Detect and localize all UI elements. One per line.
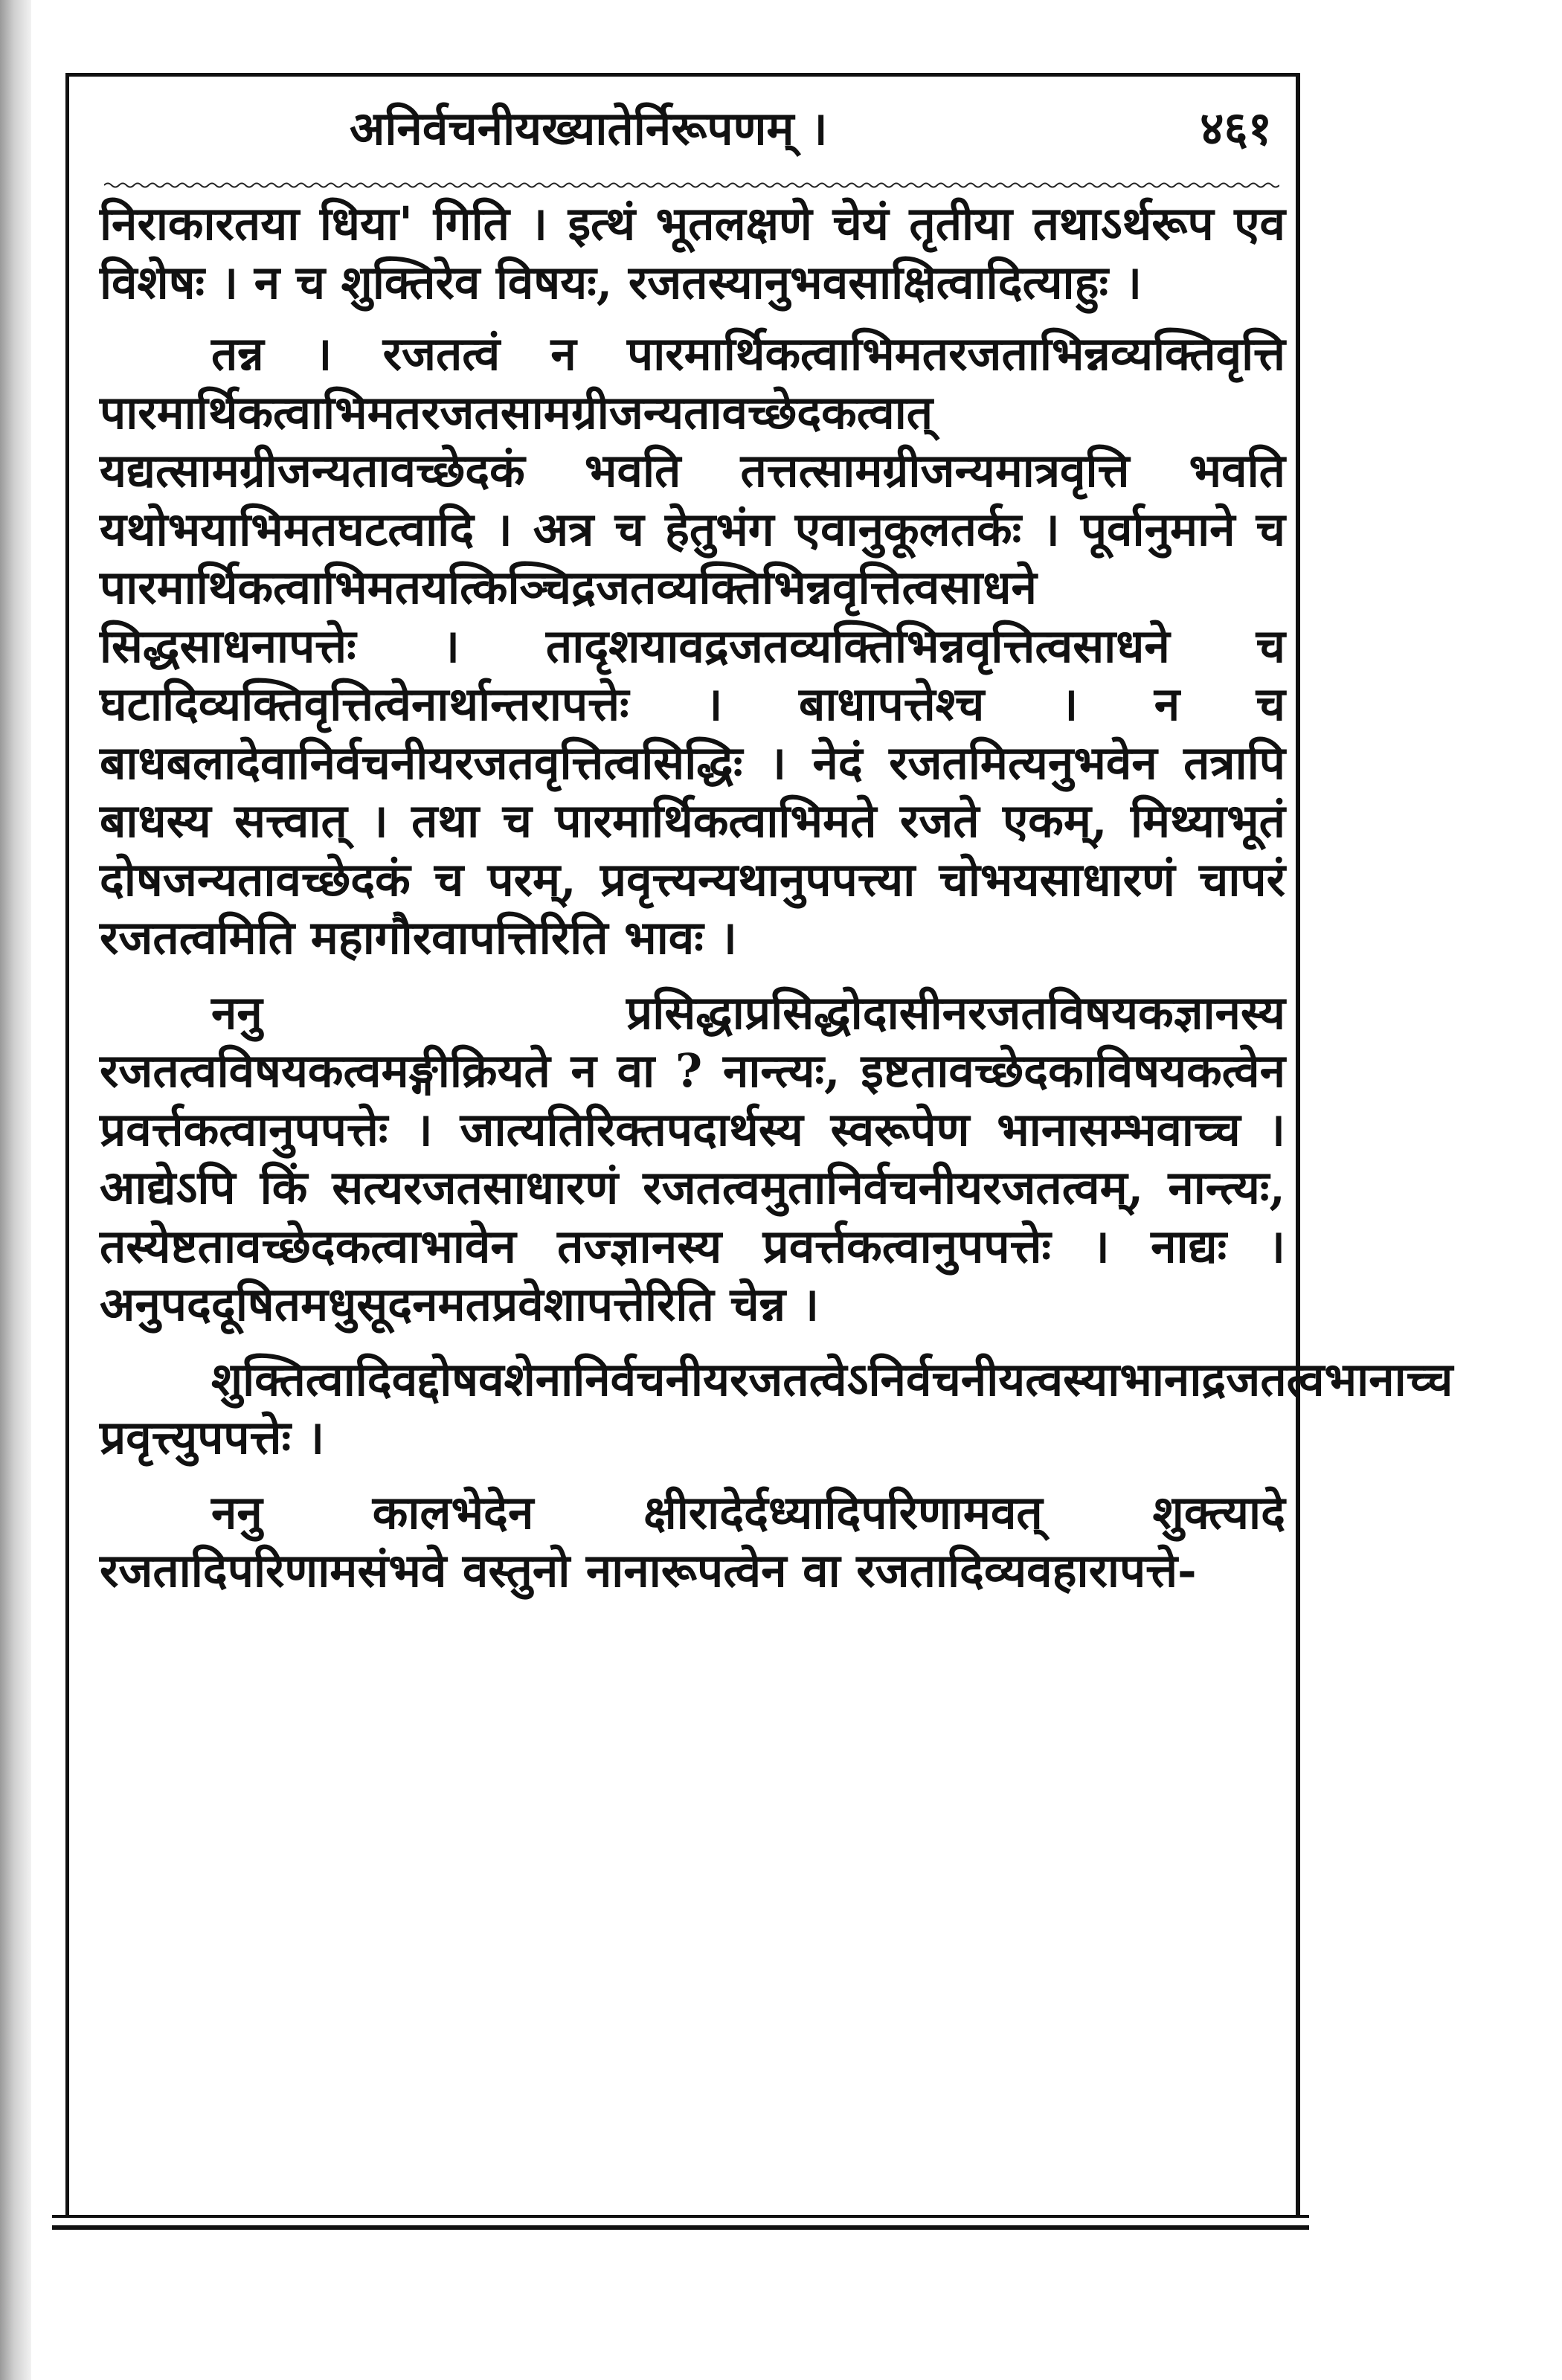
paragraph: ननु कालभेदेन क्षीरादेर्दध्यादिपरिणामवत् शुक्त्यादे रजतादिपरिणामसंभवे वस्तुनो नानारूपत्वेन वा रजतादिव्यवहारापत्ते- (100, 1485, 1285, 1598)
body-text (100, 195, 1453, 1617)
paragraph: निराकारतया धिया' गिति । इत्थं भूतलक्षणे चेयं तृतीया तथाऽर्थरूप एव विशेषः । न च शुक्तिरेव विषयः, रजतस्यानुभवसाक्षित्वादित्याहुः । (100, 196, 1285, 309)
header-wavy-rule (104, 180, 1279, 190)
paragraph: शुक्तित्वादिवद्दोषवशेनानिर्वचनीयरजतत्वेऽनिर्वचनीयत्वस्याभानाद्रजतत्वभानाच्च प्रवृत्त्युपपत्तेः । (100, 1351, 1453, 1464)
scan-edge-shadow (0, 0, 31, 2380)
bottom-rule-thick (52, 2225, 1309, 2230)
paragraph: ननु प्रसिद्धाप्रसिद्धोदासीनरजतविषयकज्ञानस्य रजतत्वविषयकत्वमङ्गीक्रियते न वा ? नान्त्यः, इष्टतावच्छेदकाविषयकत्वेन प्रवर्त्तकत्वानुपपत्तेः । जात्यतिरिक्तपदार्थस्य स्वरूपेण भानासम्भवाच्च । आद्येऽपि किं सत्यरजतसाधारणं रजतत्वमुतानिर्वचनीयरजतत्वम्, नान्त्यः, तस्येष्टतावच्छेदकत्वाभावेन तज्ज्ञानस्य प्रवर्त्तकत्वानुपपत्तेः । नाद्यः । अनुपददूषितमधुसूदनमतप्रवेशापत्तेरिति चेन्न । (100, 985, 1285, 1331)
paragraph: तन्न । रजतत्वं न पारमार्थिकत्वाभिमतरजताभिन्नव्यक्तिवृत्ति पारमार्थिकत्वाभिमतरजतसामग्रीजन्यतावच्छेदकत्वात् यद्यत्सामग्रीजन्यतावच्छेदकं भवति तत्तत्सामग्रीजन्यमात्रवृत्ति भवति यथोभयाभिमतघटत्वादि । अत्र च हेतुभंग एवानुकूलतर्कः । पूर्वानुमाने च पारमार्थिकत्वाभिमतयत्किञ्चिद्रजतव्यक्तिभिन्नवृत्तित्वसाधने सिद्धसाधनापत्तेः । तादृशयावद्रजतव्यक्तिभिन्नवृत्तित्वसाधने च घटादिव्यक्तिवृत्तित्वेनार्थान्तरापत्तेः । बाधापत्तेश्च । न च बाधबलादेवानिर्वचनीयरजतवृत्तित्वसिद्धिः । नेदं रजतमित्यनुभवेन तत्रापि बाधस्य सत्त्वात् । तथा च पारमार्थिकत्वाभिमते रजते एकम्, मिथ्याभूतं दोषजन्यतावच्छेदकं च परम्, प्रवृत्त्यन्यथानुपपत्त्या चोभयसाधारणं चापरं रजतत्वमिति महागौरवापत्तिरिति भावः । (100, 327, 1285, 965)
page-header (104, 95, 1279, 162)
bottom-rule-thin (52, 2215, 1309, 2218)
running-title: अनिर्वचनीयख्यातेर्निरूपणम् । (350, 101, 828, 155)
page-number: ४६१ (1200, 101, 1272, 155)
